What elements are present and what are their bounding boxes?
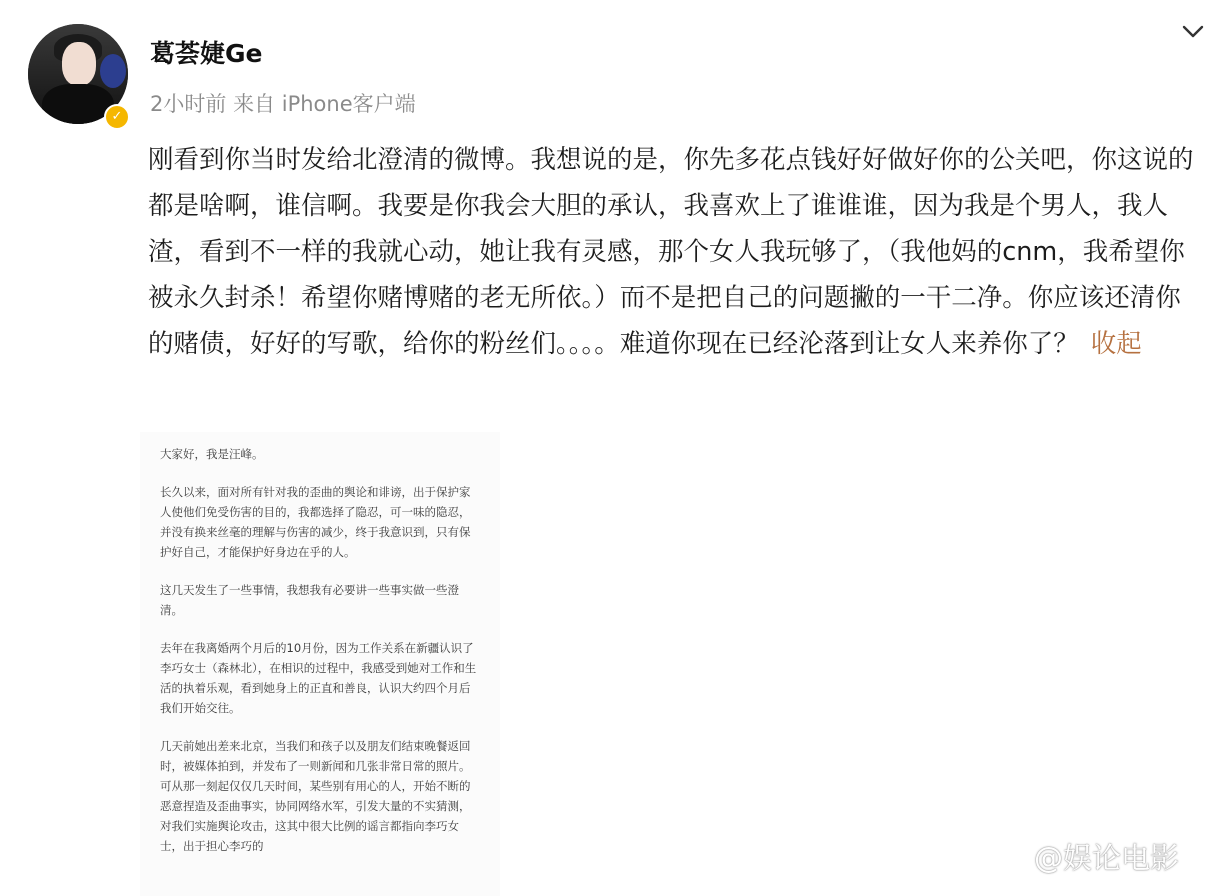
collapse-link[interactable]: 收起 — [1090, 329, 1142, 359]
avatar-face — [62, 42, 96, 86]
avatar-flower — [100, 54, 126, 88]
post-source[interactable]: 来自 iPhone客户端 — [233, 92, 416, 116]
letter-paragraph: 几天前她出差来北京，当我们和孩子以及朋友们结束晚餐返回时，被媒体拍到，并发布了一则新闻和几张非常日常的照片。可从那一刻起仅仅几天时间，某些别有用心的人，开始不断的恶意捏造及歪曲事实，协同网络水军，引发大量的不实猜测，对我们实施舆论攻击，这其中很大比例的谣言都指向李巧女士，出于担心李巧的 — [160, 739, 471, 853]
username[interactable]: 葛荟婕Ge — [150, 39, 263, 68]
letter-paragraph: 去年在我离婚两个月后的10月份，因为工作关系在新疆认识了李巧女士（森林北），在相识的过程中，我感受到她对工作和生活的执着乐观，看到她身上的正直和善良，认识大约四个月后我们开始交往。 — [160, 641, 477, 715]
letter-paragraph: 大家好，我是汪峰。 — [160, 447, 264, 461]
watermark-text: @娱论电影 — [1034, 841, 1180, 875]
verified-badge-icon: ✓ — [104, 104, 130, 130]
letter-paragraph: 这几天发生了一些事情，我想我有必要讲一些事实做一些澄清。 — [160, 583, 459, 617]
letter-paragraph: 长久以来，面对所有针对我的歪曲的舆论和诽谤，出于保护家人使他们免受伤害的目的，我都选择了隐忍，可一味的隐忍，并没有换来丝毫的理解与伤害的减少，终于我意识到，只有保护好自己，才能保护好身边在乎的人。 — [160, 485, 471, 559]
post-time: 2小时前 — [150, 92, 227, 116]
post-body-text: 刚看到你当时发给北澄清的微博。我想说的是，你先多花点钱好好做好你的公关吧，你这说的都是啥啊，谁信啊。我要是你我会大胆的承认，我喜欢上了谁谁谁，因为我是个男人，我人渣，看到不一样的我就心动，她让我有灵感，那个女人我玩够了，（我他妈的cnm，我希望你被永久封杀！希望你赌博赌的老无所依。）而不是把自己的问题撇的一干二净。你应该还清你的赌债，好好的写歌，给你的粉丝们。。。。难道你现在已经沦落到让女人来养你了？ — [148, 145, 1194, 359]
attached-image-letter[interactable] — [140, 432, 500, 896]
post-body — [148, 137, 1198, 367]
watermark — [998, 836, 1179, 877]
weibo-logo-icon — [998, 844, 1028, 870]
post-meta — [150, 88, 416, 118]
chevron-down-icon[interactable] — [1178, 18, 1208, 44]
